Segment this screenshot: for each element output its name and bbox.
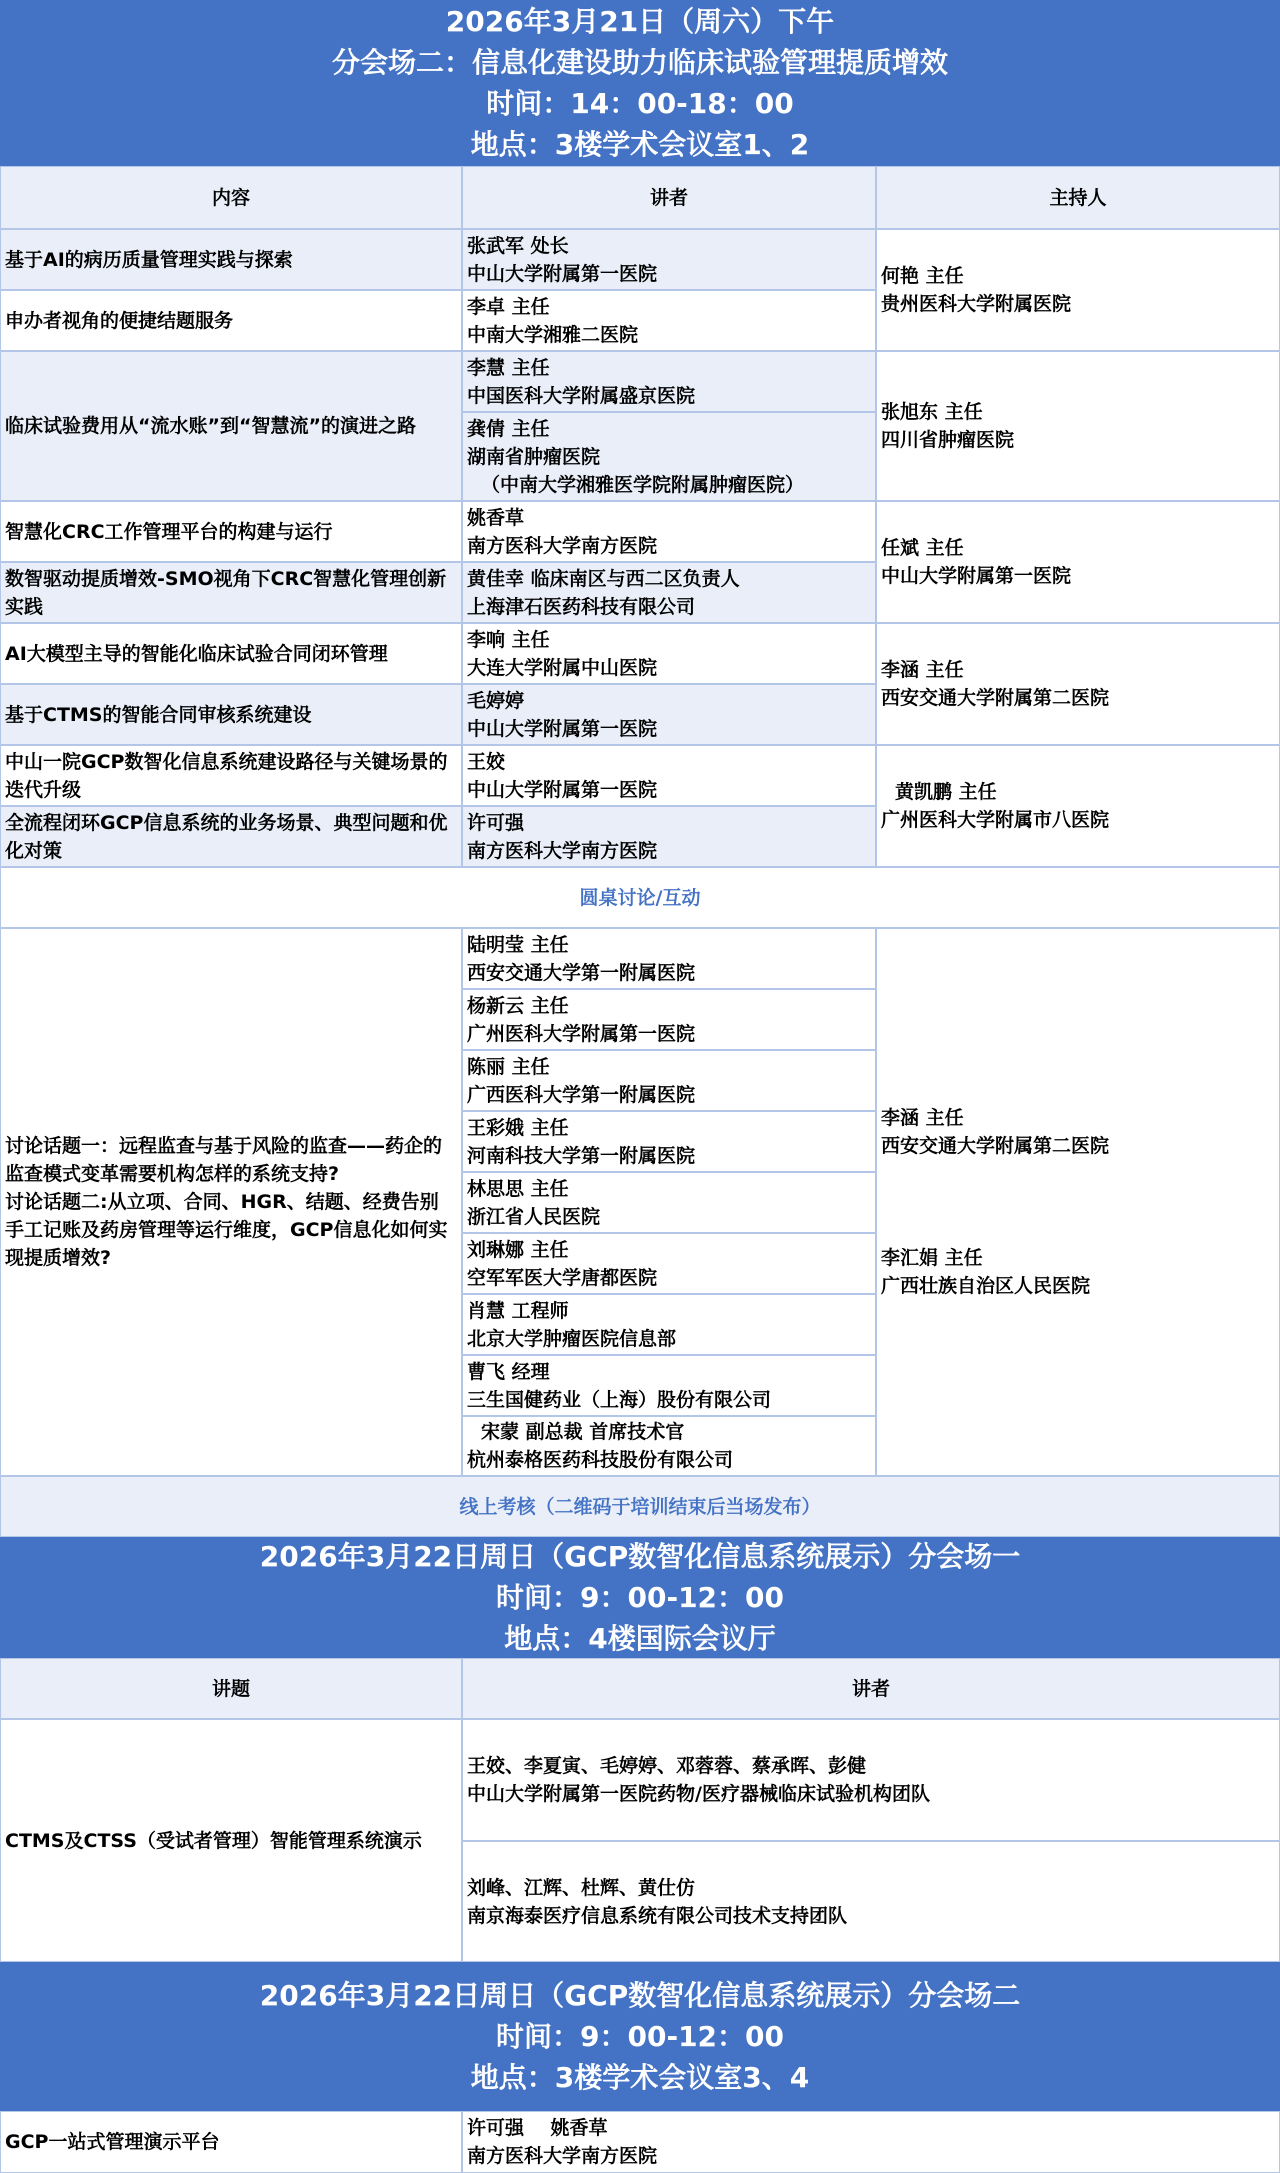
panelist-cell: 曹飞 经理 三生国健药业（上海）股份有限公司 bbox=[462, 1355, 876, 1416]
host-cell: 李涵 主任 西安交通大学附属第二医院 bbox=[876, 623, 1280, 745]
roundtable-host-cell: 李涵 主任 西安交通大学附属第二医院 李汇娟 主任 广西壮族自治区人民医院 bbox=[876, 928, 1280, 1476]
header-speaker: 讲者 bbox=[462, 166, 876, 229]
session-b-time: 时间：9：00-12：00 bbox=[496, 1581, 784, 1614]
speaker-cell: 王姣 中山大学附属第一医院 bbox=[462, 745, 876, 806]
topic-cell: 数智驱动提质增效-SMO视角下CRC智慧化管理创新实践 bbox=[0, 562, 462, 623]
session-b-venue: 地点：4楼国际会议厅 bbox=[504, 1622, 776, 1655]
speaker-cell: 黄佳幸 临床南区与西二区负责人 上海津石医药科技有限公司 bbox=[462, 562, 876, 623]
session-c-time: 时间：9：00-12：00 bbox=[496, 2020, 784, 2053]
header-content: 内容 bbox=[0, 166, 462, 229]
discussion-cell bbox=[0, 928, 462, 1476]
host-cell: 何艳 主任 贵州医科大学附属医院 bbox=[876, 229, 1280, 351]
session-a-title: 分会场二：信息化建设助力临床试验管理提质增效 bbox=[331, 46, 948, 79]
panelist-cell: 林思思 主任 浙江省人民医院 bbox=[462, 1172, 876, 1233]
host-cell: 黄凯鹏 主任 广州医科大学附属市八医院 bbox=[876, 745, 1280, 867]
host-cell: 任斌 主任 中山大学附属第一医院 bbox=[876, 501, 1280, 623]
header-host: 主持人 bbox=[876, 166, 1280, 229]
panelist-cell: 王彩娥 主任 河南科技大学第一附属医院 bbox=[462, 1111, 876, 1172]
session-b-banner bbox=[0, 1537, 1280, 1658]
speaker-cell: 姚香草 南方医科大学南方医院 bbox=[462, 501, 876, 562]
session-a-banner bbox=[0, 0, 1280, 166]
session-c-venue: 地点：3楼学术会议室3、4 bbox=[470, 2061, 810, 2094]
platform-speaker-cell: 许可强 姚香草 南方医科大学南方医院 bbox=[462, 2111, 1280, 2173]
discussion-topic-1: 讨论话题一：远程监查与基于风险的监查——药企的监查模式变革需要机构怎样的系统支持? bbox=[5, 1135, 443, 1185]
topic-cell: 智慧化CRC工作管理平台的构建与运行 bbox=[0, 501, 462, 562]
panelist-cell: 陈丽 主任 广西医科大学第一附属医院 bbox=[462, 1050, 876, 1111]
session-a-date: 2026年3月21日（周六）下午 bbox=[445, 5, 835, 38]
panelist-cell: 肖慧 工程师 北京大学肿瘤医院信息部 bbox=[462, 1294, 876, 1355]
speaker-cell: 龚倩 主任 湖南省肿瘤医院 （中南大学湘雅医学院附属肿瘤医院） bbox=[462, 412, 876, 501]
panelist-cell: 杨新云 主任 广州医科大学附属第一医院 bbox=[462, 989, 876, 1050]
speaker-cell: 李响 主任 大连大学附属中山医院 bbox=[462, 623, 876, 684]
roundtable-label: 圆桌讨论/互动 bbox=[0, 867, 1280, 928]
header-speaker: 讲者 bbox=[462, 1658, 1280, 1719]
session-c-title: 2026年3月22日周日（GCP数智化信息系统展示）分会场二 bbox=[259, 1979, 1021, 2012]
speaker-cell: 李卓 主任 中南大学湘雅二医院 bbox=[462, 290, 876, 351]
speaker-cell: 李慧 主任 中国医科大学附属盛京医院 bbox=[462, 351, 876, 412]
platform-topic-cell: GCP一站式管理演示平台 bbox=[0, 2111, 462, 2173]
session-b-title: 2026年3月22日周日（GCP数智化信息系统展示）分会场一 bbox=[259, 1540, 1021, 1573]
online-exam-label: 线上考核（二维码于培训结束后当场发布） bbox=[0, 1476, 1280, 1537]
speaker-cell: 许可强 南方医科大学南方医院 bbox=[462, 806, 876, 867]
panelist-cell: 陆明莹 主任 西安交通大学第一附属医院 bbox=[462, 928, 876, 989]
demo-team-cell: 刘峰、江辉、杜辉、黄仕仿 南京海泰医疗信息系统有限公司技术支持团队 bbox=[462, 1841, 1280, 1962]
header-topic: 讲题 bbox=[0, 1658, 462, 1719]
panelist-cell: 刘琳娜 主任 空军军医大学唐都医院 bbox=[462, 1233, 876, 1294]
session-a-venue: 地点：3楼学术会议室1、2 bbox=[470, 128, 810, 161]
topic-cell: 申办者视角的便捷结题服务 bbox=[0, 290, 462, 351]
host-cell: 张旭东 主任 四川省肿瘤医院 bbox=[876, 351, 1280, 501]
discussion-topic-2: 讨论话题二:从立项、合同、HGR、结题、经费告别手工记账及药房管理等运行维度，GCP信息化如何实现提质增效? bbox=[5, 1191, 448, 1269]
topic-cell: 基于AI的病历质量管理实践与探索 bbox=[0, 229, 462, 290]
topic-cell: 中山一院GCP数智化信息系统建设路径与关键场景的迭代升级 bbox=[0, 745, 462, 806]
topic-cell: 全流程闭环GCP信息系统的业务场景、典型问题和优化对策 bbox=[0, 806, 462, 867]
demo-topic-cell: CTMS及CTSS（受试者管理）智能管理系统演示 bbox=[0, 1719, 462, 1962]
topic-cell: AI大模型主导的智能化临床试验合同闭环管理 bbox=[0, 623, 462, 684]
session-c-banner bbox=[0, 1962, 1280, 2111]
session-a-time: 时间：14：00-18：00 bbox=[486, 87, 794, 120]
topic-cell: 临床试验费用从“流水账”到“智慧流”的演进之路 bbox=[0, 351, 462, 501]
topic-cell: 基于CTMS的智能合同审核系统建设 bbox=[0, 684, 462, 745]
demo-team-cell: 王姣、李夏寅、毛婷婷、邓蓉蓉、蔡承晖、彭健 中山大学附属第一医院药物/医疗器械临床试验机构团队 bbox=[462, 1719, 1280, 1841]
speaker-cell: 张武军 处长 中山大学附属第一医院 bbox=[462, 229, 876, 290]
panelist-cell: 宋蒙 副总裁 首席技术官 杭州泰格医药科技股份有限公司 bbox=[462, 1416, 876, 1476]
speaker-cell: 毛婷婷 中山大学附属第一医院 bbox=[462, 684, 876, 745]
